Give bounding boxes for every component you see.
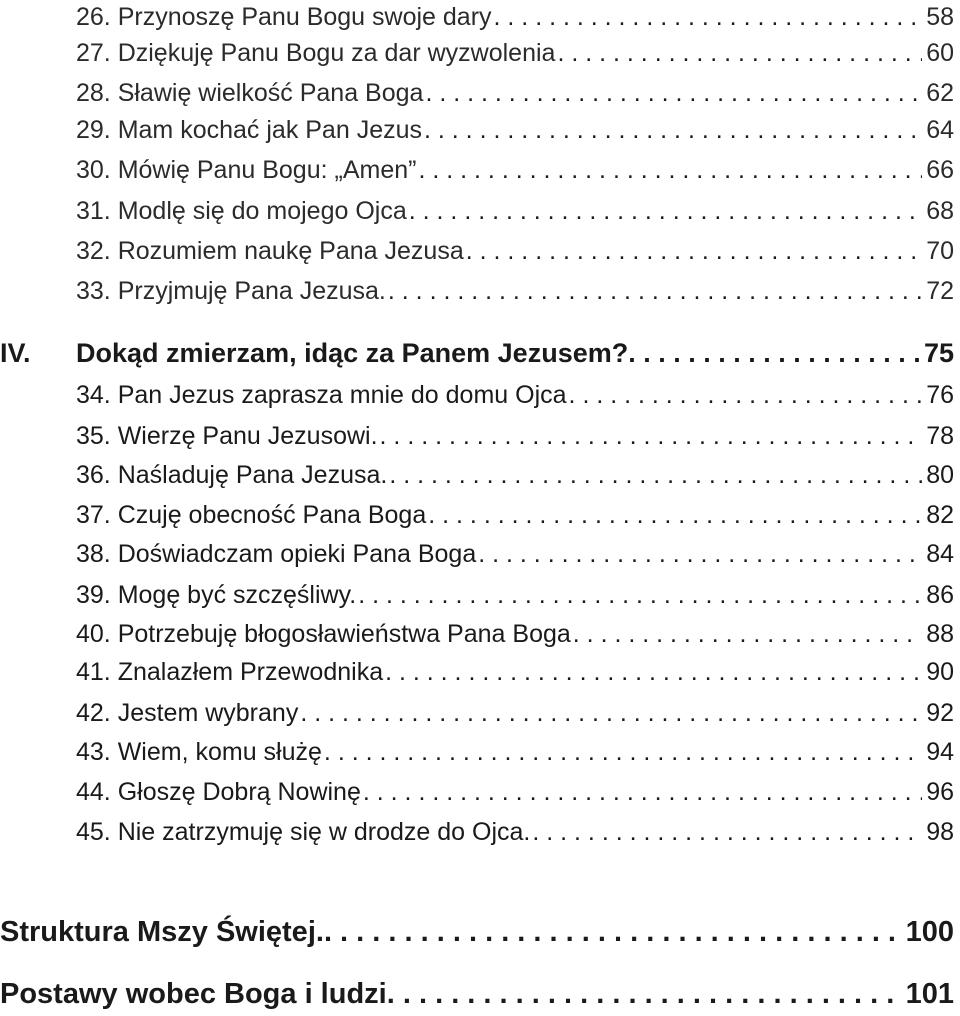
toc-entry[interactable] [76, 817, 954, 847]
toc-entry-title: 45. Nie zatrzymuję się w drodze do Ojca. [76, 818, 531, 846]
toc-entry-page: 76 [926, 381, 954, 409]
dot-leader [324, 914, 904, 950]
toc-entry-title: 30. Mówię Panu Bogu: „Amen” [76, 156, 417, 184]
section-number: IV. [0, 338, 31, 368]
toc-entry-page: 58 [926, 3, 954, 31]
toc-entry-title: 36. Naśladuję Pana Jezusa. [76, 461, 388, 489]
toc-entry-title: 43. Wiem, komu służę [76, 738, 322, 766]
dot-leader [388, 276, 922, 306]
toc-entry[interactable] [76, 276, 954, 306]
toc-entry-title: 27. Dziękuję Panu Bogu za dar wyzwolenia [76, 39, 556, 67]
toc-entry-title: 33. Przyjmuję Pana Jezusa. [76, 277, 386, 305]
dot-leader [424, 115, 922, 145]
section-page: 75 [923, 338, 954, 368]
dot-leader [628, 336, 920, 370]
section-title: Dokąd zmierzam, idąc za Panem Jezusem? [76, 338, 629, 368]
toc-entry[interactable] [76, 580, 954, 610]
toc-entry[interactable] [76, 657, 954, 687]
toc-section[interactable] [0, 336, 954, 370]
dot-leader [358, 580, 922, 610]
appendix-page: 101 [905, 978, 954, 1010]
dot-leader [387, 976, 904, 1012]
dot-leader [569, 380, 923, 410]
toc-entry-title: 39. Mogę być szczęśliwy. [76, 581, 357, 609]
dot-leader [532, 817, 922, 847]
toc-entry[interactable] [76, 155, 954, 185]
dot-leader [385, 657, 922, 687]
dot-leader [380, 421, 923, 451]
appendix-title: Postawy wobec Boga i ludzi [0, 978, 387, 1010]
dot-leader [557, 38, 922, 68]
toc-entry-page: 82 [926, 501, 954, 529]
dot-leader [425, 78, 922, 108]
toc-entry-title: 44. Głoszę Dobrą Nowinę [76, 778, 361, 806]
toc-entry-title: 29. Mam kochać jak Pan Jezus [76, 116, 422, 144]
toc-entry-page: 84 [926, 540, 954, 568]
toc-entry-page: 64 [926, 116, 954, 144]
toc-entry[interactable] [76, 38, 954, 68]
toc-entry-page: 90 [926, 658, 954, 686]
toc-entry-title: 42. Jestem wybrany [76, 699, 299, 727]
toc-entry[interactable] [76, 619, 954, 649]
toc-entry-title: 34. Pan Jezus zaprasza mnie do domu Ojca [76, 381, 567, 409]
toc-appendix-entry[interactable] [0, 914, 954, 950]
dot-leader [300, 698, 922, 728]
dot-leader [466, 236, 922, 266]
toc-entry-title: 28. Sławię wielkość Pana Boga [76, 79, 424, 107]
toc-entry[interactable] [76, 539, 954, 569]
toc-entry-title: 37. Czuję obecność Pana Boga [76, 501, 427, 529]
toc-entry-page: 68 [926, 197, 954, 225]
toc-entry[interactable] [76, 196, 954, 226]
toc-entry[interactable] [76, 500, 954, 530]
toc-entry[interactable] [76, 115, 954, 145]
dot-leader [409, 196, 922, 226]
toc-entry-page: 80 [926, 461, 954, 489]
toc-entry-title: 31. Modlę się do mojego Ojca [76, 197, 407, 225]
dot-leader [324, 737, 922, 767]
toc-entry-page: 70 [926, 237, 954, 265]
toc-entry-title: 35. Wierzę Panu Jezusowi. [76, 422, 378, 450]
dot-leader [363, 777, 922, 807]
dot-leader [418, 155, 922, 185]
dot-leader [389, 460, 922, 490]
toc-entry-title: 38. Doświadczam opieki Pana Boga [76, 540, 477, 568]
toc-entry-title: 26. Przynoszę Panu Bogu swoje dary [76, 3, 492, 31]
toc-entry-page: 92 [926, 699, 954, 727]
toc-entry-page: 86 [926, 581, 954, 609]
toc-entry-title: 40. Potrzebuję błogosławieństwa Pana Boga [76, 620, 571, 648]
dot-leader [428, 500, 922, 530]
toc-entry-title: 32. Rozumiem naukę Pana Jezusa [76, 237, 464, 265]
toc-entry-page: 88 [926, 620, 954, 648]
toc-entry-page: 96 [926, 778, 954, 806]
toc-entry[interactable] [76, 2, 954, 32]
dot-leader [478, 539, 922, 569]
toc-entry-page: 78 [926, 422, 954, 450]
toc-entry-title: 41. Znalazłem Przewodnika [76, 658, 384, 686]
appendix-title: Struktura Mszy Świętej. [0, 916, 324, 948]
toc-entry-page: 72 [926, 277, 954, 305]
toc-entry-page: 66 [926, 156, 954, 184]
dot-leader [494, 2, 923, 32]
toc-entry[interactable] [76, 421, 954, 451]
toc-entry-page: 62 [926, 79, 954, 107]
toc-entry[interactable] [76, 78, 954, 108]
toc-appendix-entry[interactable] [0, 976, 954, 1012]
toc-entry-page: 94 [926, 738, 954, 766]
toc-entry[interactable] [76, 698, 954, 728]
toc-entry-page: 98 [926, 818, 954, 846]
toc-entry[interactable] [76, 380, 954, 410]
toc-entry-page: 60 [926, 39, 954, 67]
toc-entry[interactable] [76, 737, 954, 767]
toc-entry[interactable] [76, 777, 954, 807]
toc-entry[interactable] [76, 236, 954, 266]
toc-entry[interactable] [76, 460, 954, 490]
appendix-page: 100 [905, 916, 954, 948]
dot-leader [573, 619, 922, 649]
